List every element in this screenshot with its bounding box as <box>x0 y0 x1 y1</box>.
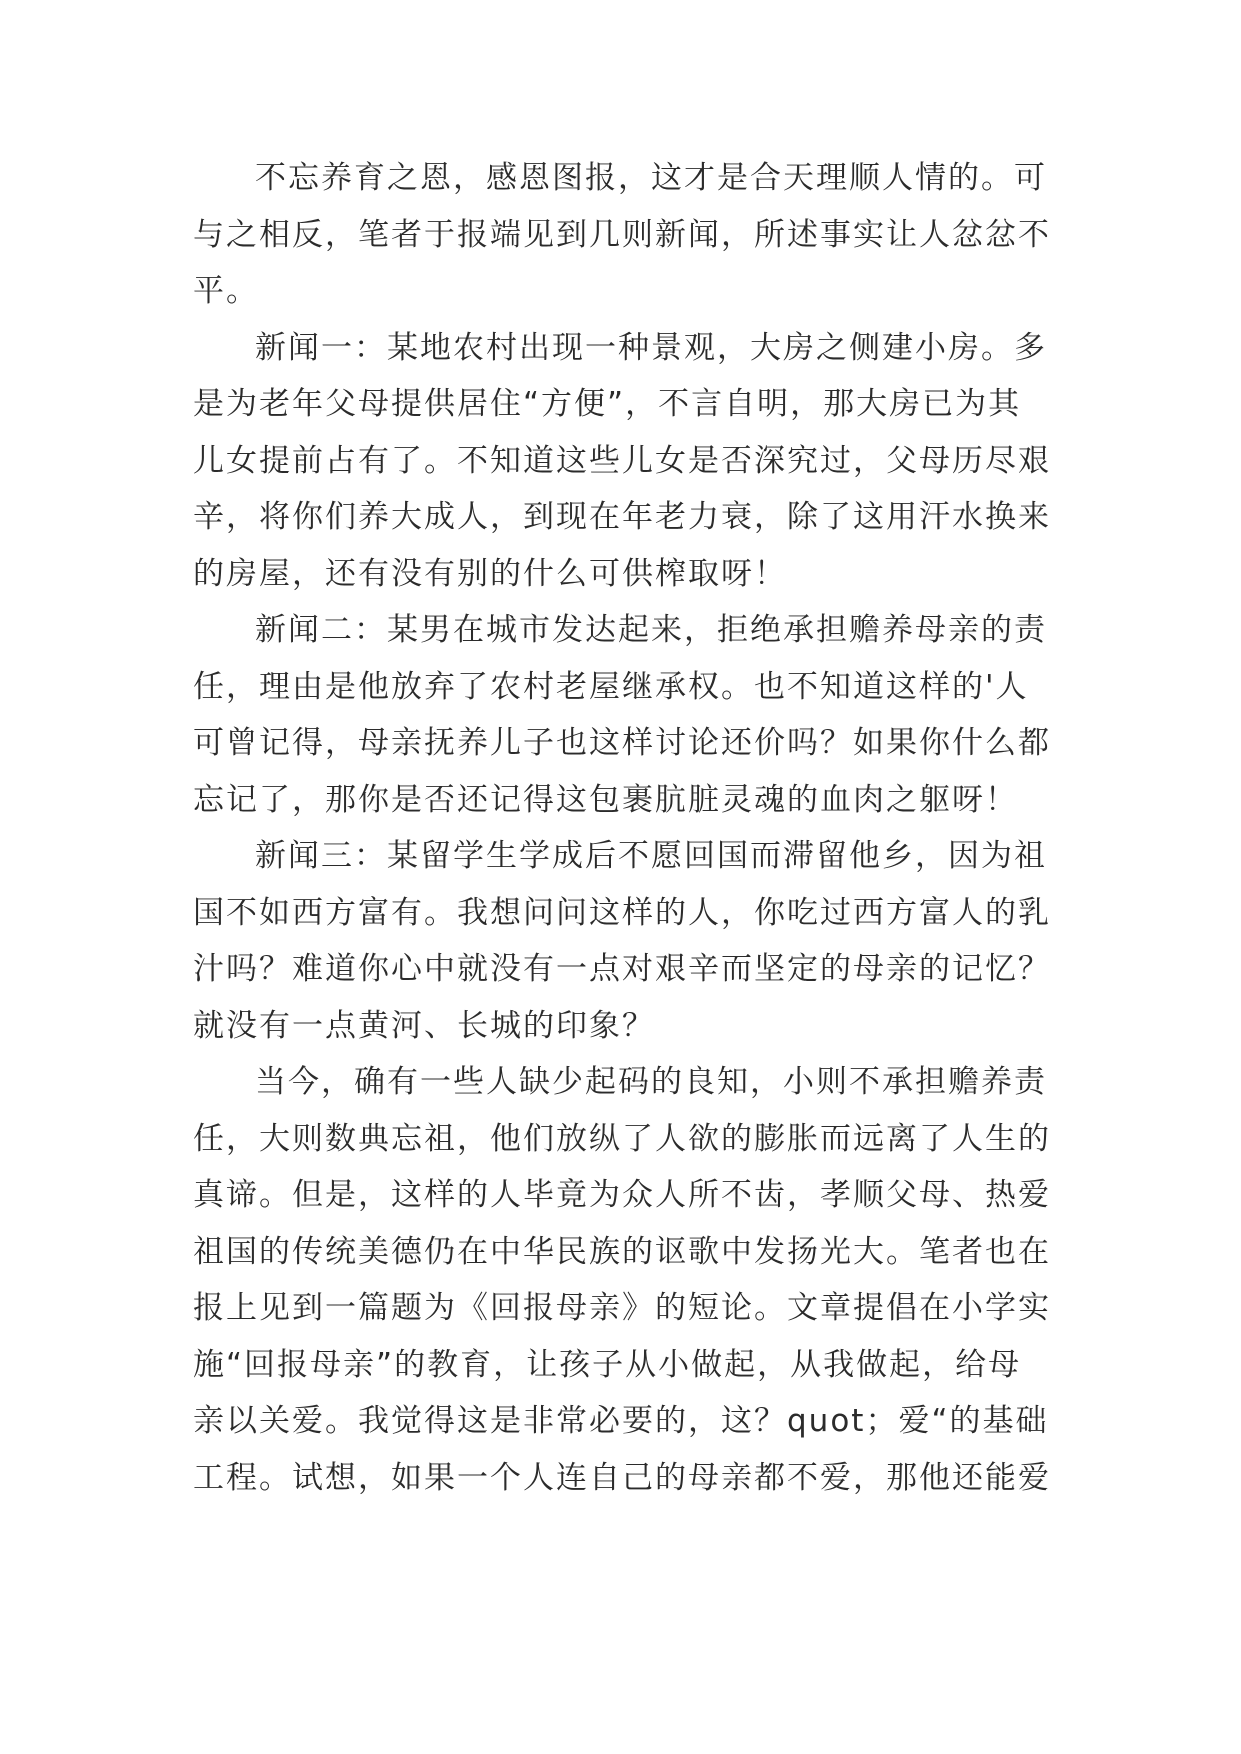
text-line: 真谛。但是，这样的人毕竟为众人所不齿，孝顺父母、热爱 <box>193 1177 1051 1213</box>
text-line: 新闻三：某留学生学成后不愿回国而滞留他乡，因为祖 <box>255 838 1047 874</box>
text-line: 工程。试想，如果一个人连自己的母亲都不爱，那他还能爱 <box>193 1459 1051 1496</box>
text-line: 任，大则数典忘祖，他们放纵了人欲的膨胀而远离了人生的 <box>193 1120 1051 1157</box>
text-line: 就没有一点黄河、长城的印象？ <box>193 1007 655 1044</box>
text-line: 可曾记得，母亲抚养儿子也这样讨论还价吗？如果你什么都 <box>193 725 1051 761</box>
text-line: 汁吗？难道你心中就没有一点对艰辛而坚定的母亲的记忆？ <box>193 951 1051 987</box>
article-body <box>193 150 1051 1506</box>
text-line: 施“回报母亲”的教育，让孩子从小做起，从我做起，给母 <box>193 1346 1022 1383</box>
text-line: 儿女提前占有了。不知道这些儿女是否深究过，父母历尽艰 <box>193 442 1051 479</box>
text-line: 祖国的传统美德仍在中华民族的讴歌中发扬光大。笔者也在 <box>193 1233 1051 1270</box>
text-line: 与之相反，笔者于报端见到几则新闻，所述事实让人忿忿不 <box>193 216 1051 253</box>
text-line: 当今，确有一些人缺少起码的良知，小则不承担赡养责 <box>255 1064 1047 1100</box>
text-line: 国不如西方富有。我想问问这样的人，你吃过西方富人的乳 <box>193 894 1051 931</box>
text-line: 是为老年父母提供居住“方便”，不言自明，那大房已为其 <box>193 386 1022 422</box>
text-line: 辛，将你们养大成人，到现在年老力衰，除了这用汗水换来 <box>193 499 1051 535</box>
text-line: 报上见到一篇题为《回报母亲》的短论。文章提倡在小学实 <box>193 1290 1051 1326</box>
text-line: 不忘养育之恩，感恩图报，这才是合天理顺人情的。可 <box>255 160 1047 196</box>
text-line: 新闻一：某地农村出现一种景观，大房之侧建小房。多 <box>255 329 1047 366</box>
text-line: 忘记了，那你是否还记得这包裹肮脏灵魂的血肉之躯呀！ <box>193 781 1018 818</box>
text-line: 的房屋，还有没有别的什么可供榨取呀！ <box>193 555 787 592</box>
text-line: 新闻二：某男在城市发达起来，拒绝承担赡养母亲的责 <box>255 612 1047 648</box>
text-line: 平。 <box>193 273 259 309</box>
text-line: 亲以关爱。我觉得这是非常必要的，这？quot；爱“的基础 <box>193 1403 1049 1439</box>
text-line: 任，理由是他放弃了农村老屋继承权。也不知道这样的'人 <box>193 668 1029 705</box>
